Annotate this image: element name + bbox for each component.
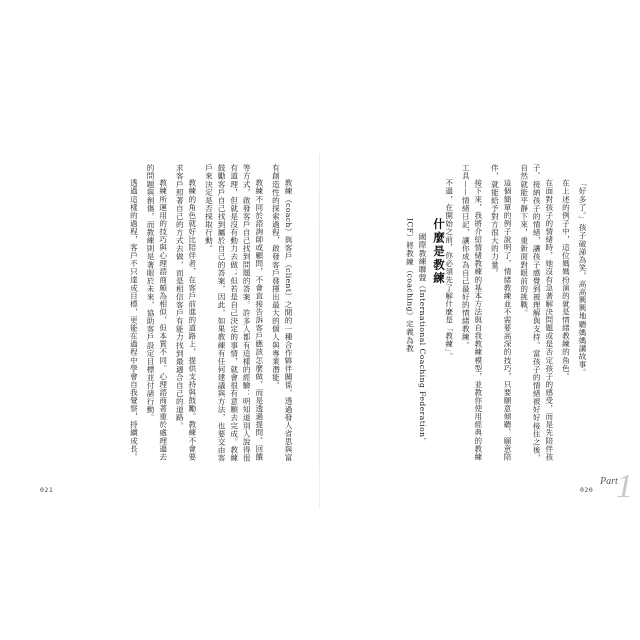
paragraph: 教練的角色就好比陪伴者，在客戶前進的道路上，提供支持與鼓勵。教練不會要求客戶照著自己的方式去做，而是相信客戶有能力找到最適合自己的道路。 — [175, 164, 197, 461]
paragraph: 教練不同於諮詢師或顧問，不會直接告訴客戶應該怎麼做，而是透過提問、回饋等方式，啟發客戶自己找到問題的答案。許多人都有這樣的經驗：明知道別人說得很有道理，但就是沒有動力去做；但若是自己決定的事情，就會很有意願去完成。教練鼓勵客戶自己找到屬於自己的答案，因此，如果教練有任何建議與方法，也要交由客戶來決定是否採取行動。 — [204, 164, 264, 462]
book-spread — [14, 150, 633, 512]
part-label: Part — [600, 476, 618, 487]
paragraph: 教練所運用的技巧與心理諮商頗為相似，但本質不同。心理諮商著重於處理過去的問題與創傷，而教練則是著眼於未來，協助客戶設定目標並付諸行動。 — [146, 164, 168, 461]
right-page — [320, 150, 633, 512]
page-number-right: 020 — [580, 486, 594, 494]
paragraph: 接下來，我將介紹情緒教練的基本方法與自我教練模型，並教你使用經典的教練工具——情緒日記，讓你成為自己最好的情緒教練。 — [461, 164, 483, 461]
left-page-text — [118, 164, 294, 464]
paragraph: 「好多了。」孩子破涕為笑，高高興興地聽媽媽講故事。 — [578, 179, 587, 377]
part-number: 1 — [616, 468, 633, 505]
paragraph: 在面對孩子的情緒時，她沒有急著解決問題或是否定孩子的感受，而是先陪伴孩子、接納孩子的情緒，讓孩子感覺到被理解與支持。當孩子的情緒被好好接住之後，自然就能平靜下來，重新面對眼前的挑戰。 — [519, 164, 554, 462]
left-page — [14, 150, 320, 512]
paragraph: 在上述的例子中，這位媽媽扮演的就是情緒教練的角色。 — [561, 179, 571, 381]
paragraph: 透過這樣的過程，客戶不只達成目標，更能在過程中學會自我覺察，持續成長。 — [129, 179, 139, 461]
section-heading: 什麼是教練 — [432, 218, 446, 286]
page-number-left: 021 — [40, 486, 54, 494]
right-page-section-text — [354, 218, 428, 464]
paragraph: 這個簡單的例子說明了，情緒教練並不需要高深的技巧，只要願意傾聽、願意陪伴，就能給予對方很大的力量。 — [490, 164, 513, 461]
paragraph: 不過，在開始之前，你必須先了解什麼是「教練」。 — [444, 179, 454, 361]
paragraph: 國際教練聯盟（International Coaching Federation，ICF）將教練（coaching）定義為教 — [405, 218, 427, 446]
paragraph: 教練（coach）與客戶（client）之間的一種合作夥伴關係，透過發人省思與富有創造性的探索過程，啟發客戶發揮出最大的個人與專業潛能。 — [271, 164, 293, 462]
